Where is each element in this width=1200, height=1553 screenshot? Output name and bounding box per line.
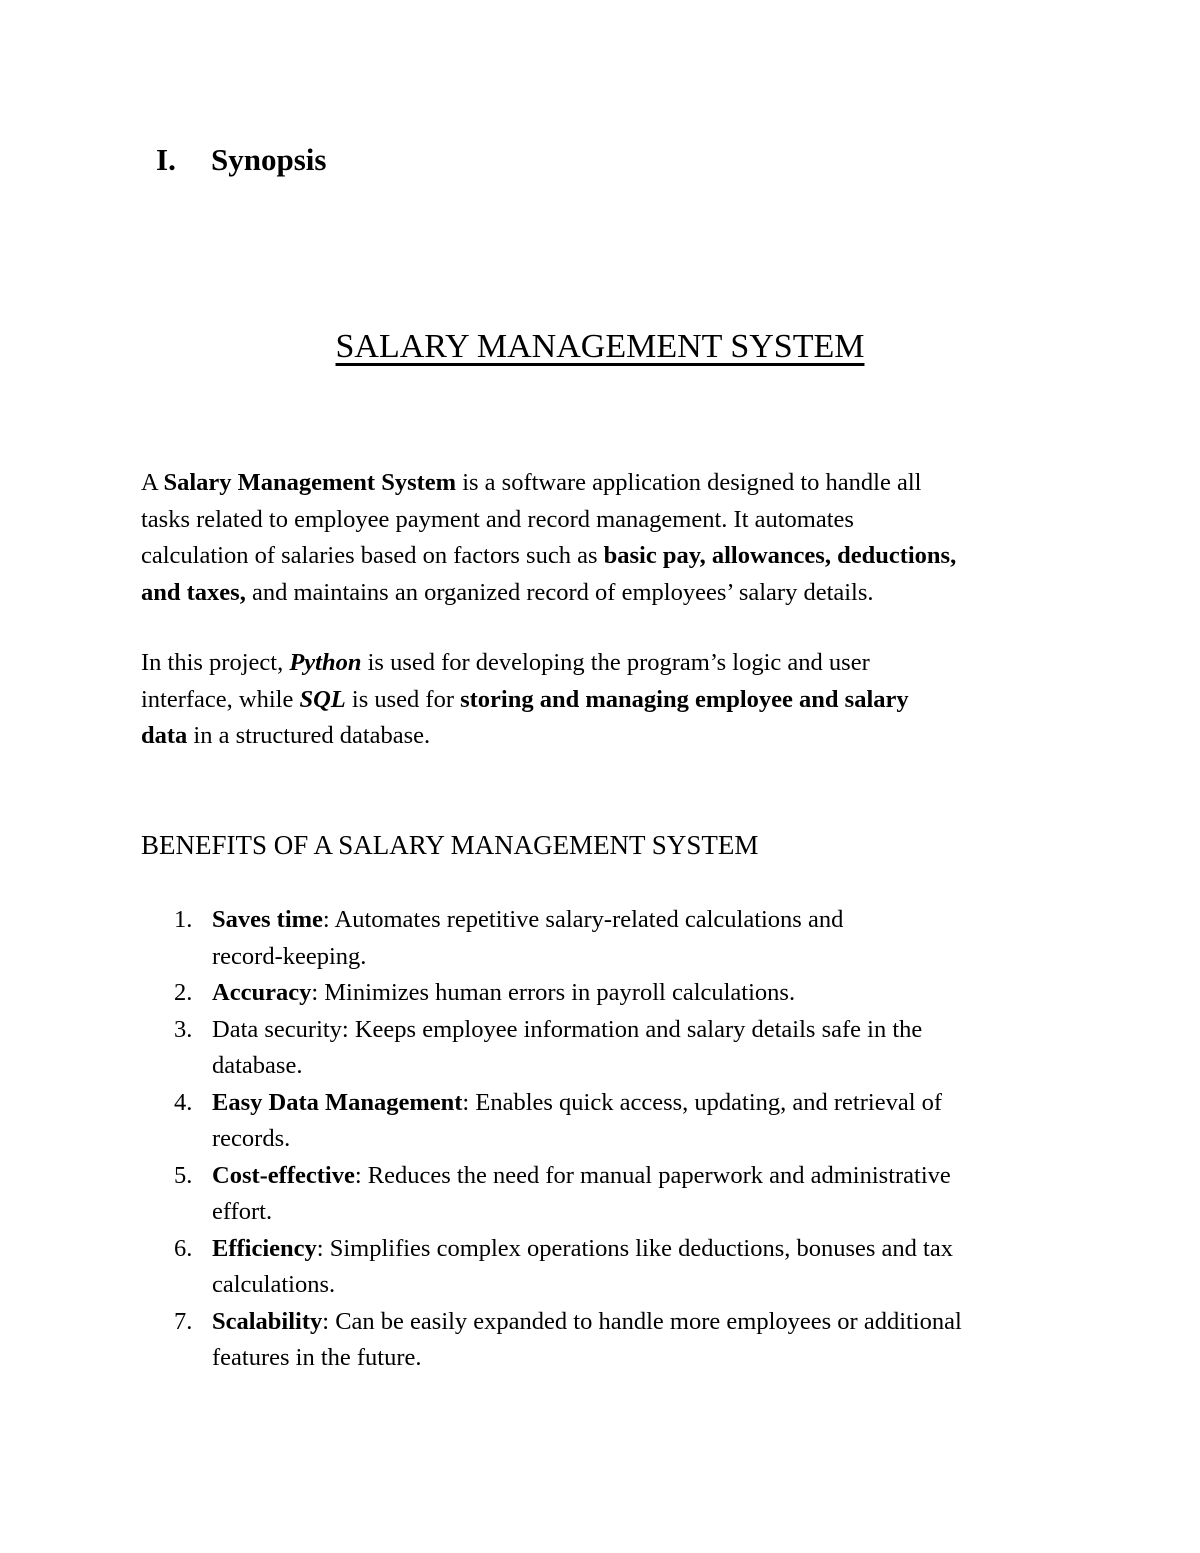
tech-paragraph xyxy=(141,645,1071,755)
list-number: 7. xyxy=(174,1307,193,1335)
benefit-text: : Enables quick access, updating, and retrieval of xyxy=(462,1088,943,1116)
sql-term: SQL xyxy=(299,685,346,713)
list-line: record-keeping. xyxy=(212,942,367,970)
benefit-term: Cost-effective xyxy=(212,1161,355,1189)
benefit-term: Accuracy xyxy=(212,979,312,1006)
text-run: calculation of salaries based on factors such as xyxy=(141,542,604,569)
list-line: features in the future. xyxy=(212,1344,422,1371)
text-run: is used for xyxy=(345,685,461,713)
benefit-term: Efficiency xyxy=(212,1234,317,1262)
bold-term: Salary Management System xyxy=(163,469,457,496)
text-run: is used for developing the program’s logic and user xyxy=(361,649,870,676)
bold-term: storing and managing employee and salary xyxy=(460,685,909,713)
paragraph-line xyxy=(141,682,1071,719)
benefit-text: : Reduces the need for manual paperwork and administrative xyxy=(354,1161,951,1189)
paragraph-line xyxy=(141,645,1071,682)
list-line: records. xyxy=(212,1125,291,1152)
text-run: In this project, xyxy=(141,649,290,676)
paragraph-line: tasks related to employee payment and record management. It automates xyxy=(141,505,854,533)
list-item xyxy=(141,1085,1071,1158)
bold-term: and taxes, xyxy=(141,578,246,606)
list-line xyxy=(212,902,1071,939)
list-item xyxy=(141,902,1071,975)
benefit-term: Saves time xyxy=(212,906,323,933)
benefits-list xyxy=(141,902,1071,1377)
python-term: Python xyxy=(289,649,362,676)
benefit-term: Scalability xyxy=(212,1307,323,1335)
list-item xyxy=(141,1012,1071,1085)
list-number: 5. xyxy=(174,1161,193,1189)
list-line: calculations. xyxy=(212,1271,336,1298)
list-item xyxy=(141,1231,1071,1304)
text-run: and maintains an organized record of employees’ salary details. xyxy=(245,578,874,606)
list-line: database. xyxy=(212,1052,303,1079)
list-line: effort. xyxy=(212,1198,273,1225)
benefit-text: : Minimizes human errors in payroll calculations. xyxy=(311,979,796,1006)
list-item xyxy=(141,1158,1071,1231)
section-heading xyxy=(156,140,326,180)
list-number: 6. xyxy=(174,1234,193,1262)
list-line: Data security: Keeps employee information and salary details safe in the xyxy=(212,1015,923,1043)
intro-paragraph xyxy=(141,465,1071,611)
text-run: is a software application designed to handle all xyxy=(456,469,922,496)
list-line xyxy=(212,1304,1071,1341)
paragraph-line xyxy=(141,575,1071,612)
paragraph-line xyxy=(141,465,1071,502)
list-line xyxy=(212,1231,1071,1268)
benefit-text: : Automates repetitive salary-related calculations and xyxy=(322,906,844,933)
paragraph-line xyxy=(141,718,1071,755)
list-number: 3. xyxy=(174,1015,193,1043)
text-run: in a structured database. xyxy=(187,722,431,749)
benefit-text: : Can be easily expanded to handle more employees or additional xyxy=(322,1307,962,1335)
bold-term: basic pay, allowances, deductions, xyxy=(603,542,957,569)
text-run: A xyxy=(141,469,164,496)
list-number: 1. xyxy=(174,906,193,933)
bold-term: data xyxy=(141,722,188,749)
benefit-text: : Simplifies complex operations like deductions, bonuses and tax xyxy=(316,1234,953,1262)
list-line xyxy=(212,1158,1071,1195)
list-line xyxy=(212,975,1071,1012)
paragraph-line xyxy=(141,538,1071,575)
list-number: 4. xyxy=(174,1088,193,1116)
section-title: Synopsis xyxy=(211,142,327,177)
section-number: I. xyxy=(156,142,176,177)
benefits-heading: BENEFITS OF A SALARY MANAGEMENT SYSTEM xyxy=(141,830,759,860)
benefit-term: Easy Data Management xyxy=(212,1088,463,1116)
document-title: SALARY MANAGEMENT SYSTEM xyxy=(335,328,865,365)
text-run: interface, while xyxy=(141,685,300,713)
list-number: 2. xyxy=(174,979,193,1006)
list-item xyxy=(141,975,1071,1012)
list-item xyxy=(141,1304,1071,1377)
list-line xyxy=(212,1085,1071,1122)
